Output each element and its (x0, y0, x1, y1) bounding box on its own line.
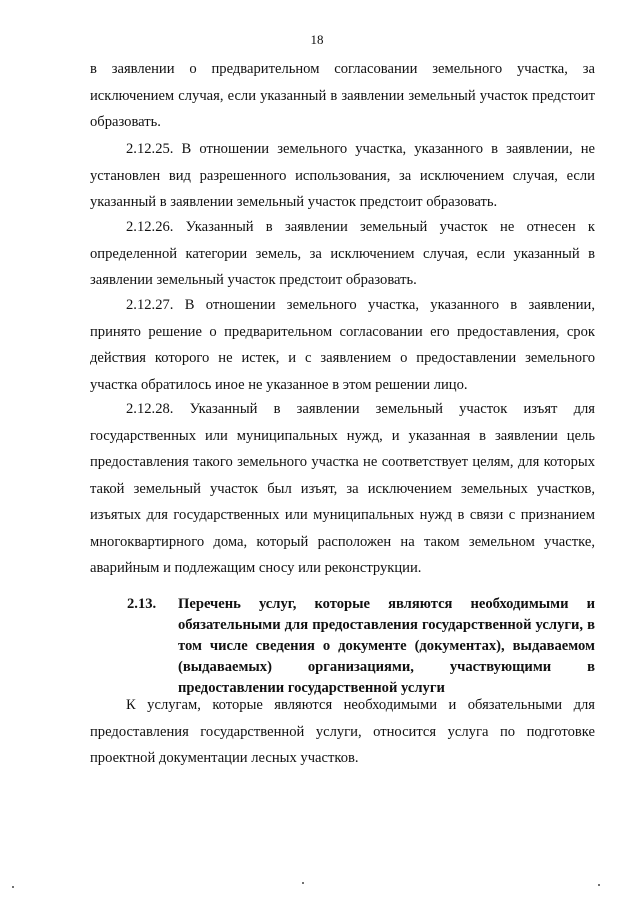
paragraph-continuation: в заявлении о предварительном согласовании земельного участка, за исключением случая, если указанный в заявлении земельный участок предстоит образовать. (90, 61, 595, 130)
page-number: 18 (310, 32, 324, 47)
scan-speck (12, 886, 14, 888)
paragraph-2-12-26: 2.12.26. Указанный в заявлении земельный участок не отнесен к определенной категории земель, за исключением случая, если указанный в заявлении земельный участок предстоит образовать. (90, 219, 595, 288)
paragraph-2-12-27: 2.12.27. В отношении земельного участка, указанного в заявлении, принято решение о предварительном согласовании его предоставления, срок действия которого не истек, и с заявлением о предоставлении земельного участка обратилось иное не указанное в этом решении лицо. (90, 297, 595, 393)
scan-speck (598, 884, 600, 886)
paragraph-services: К услугам, которые являются необходимыми и обязательными для предоставления государственной услуги, относится услуга по подготовке проектной документации лесных участков. (90, 697, 595, 766)
scan-speck (302, 882, 304, 884)
paragraph-2-12-25: 2.12.25. В отношении земельного участка, указанного в заявлении, не установлен вид разрешенного использования, за исключением случая, если указанный в заявлении земельный участок предстоит образовать. (90, 141, 595, 210)
paragraph-2-12-28: 2.12.28. Указанный в заявлении земельный участок изъят для государственных или муниципальных нужд, и указанная в заявлении цель предоставления такого земельного участка не соответствует целям, для которых такой земельный участок был изъят, за исключением земельных участков, изъятых для государственных или муниципальных нужд в связи с признанием многоквартирного дома, который расположен на таком земельном участке, аварийным и подлежащим сносу или реконструкции. (90, 401, 595, 576)
section-title: Перечень услуг, которые являются необходимыми и обязательными для предоставления государственной услуги, в том числе сведения о документе (документах), выдаваемом (выдаваемых) организациями, участвующими в предоставлении государственной услуги (178, 596, 595, 696)
section-number: 2.13. (127, 596, 157, 612)
